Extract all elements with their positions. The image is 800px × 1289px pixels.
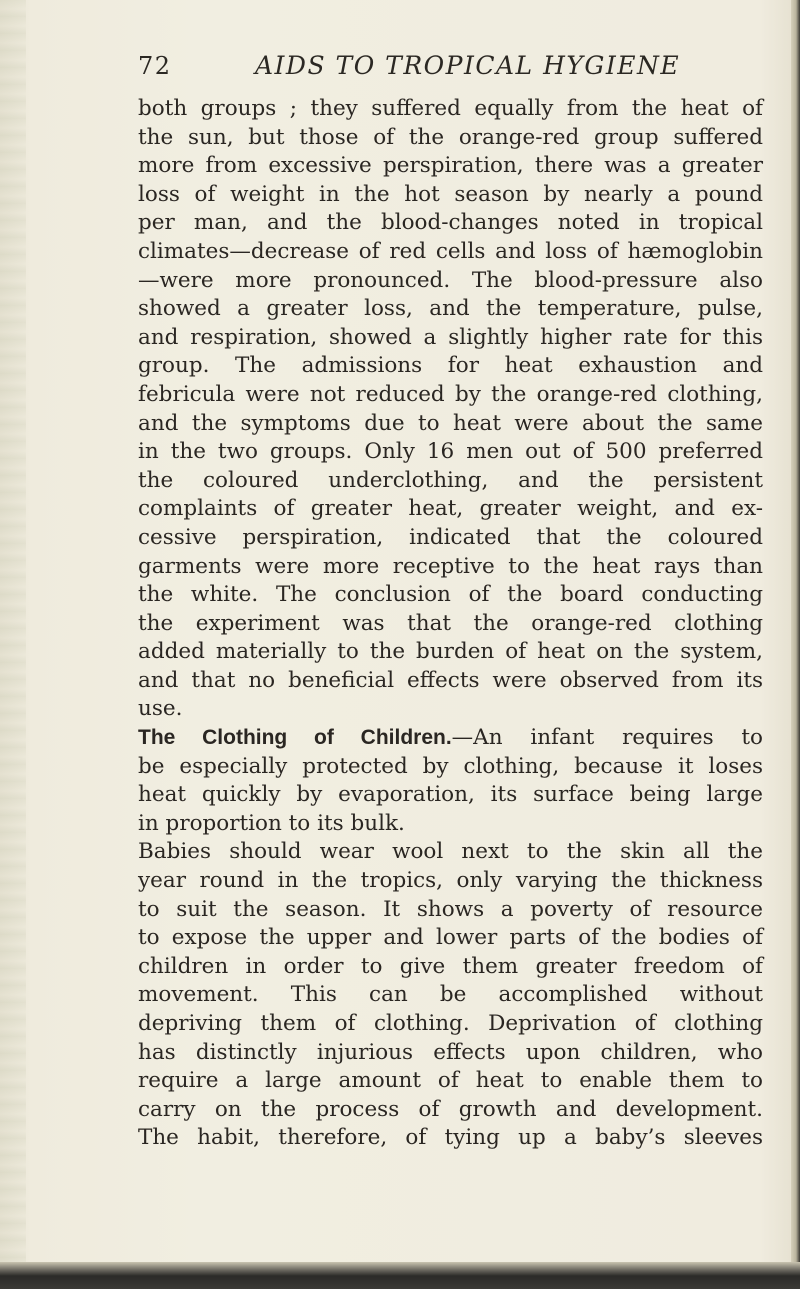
paragraph-1 [138, 95, 763, 724]
text-line: has distinctly injurious effects upon children, who [138, 1039, 763, 1065]
text-line: climates—decrease of red cells and loss of hæmoglobin [138, 238, 763, 264]
text-line: carry on the process of growth and development. [138, 1096, 763, 1122]
text-line: be especially protected by clothing, because it loses [138, 753, 763, 779]
text-line: complaints of greater heat, greater weight, and ex- [138, 496, 763, 522]
text-line: and respiration, showed a slightly higher rate for this [138, 324, 763, 350]
text-line: depriving them of clothing. Deprivation of clothing [138, 1011, 763, 1036]
running-title: AIDS TO TROPICAL HYGIENE [255, 51, 681, 80]
text-line: febricula were not reduced by the orange-red clothing, [138, 381, 763, 407]
text-line: added materially to the burden of heat on the system, [138, 639, 763, 665]
section-clothing-of-children [138, 724, 763, 838]
page-number: 72 [138, 52, 172, 80]
text-line: more from excessive perspiration, there was a greater [138, 153, 763, 179]
text-line: group. The admissions for heat exhaustion and [138, 353, 763, 379]
text-line: in proportion to its bulk. [138, 810, 405, 836]
page-header [138, 46, 768, 86]
text-line: the experiment was that the orange-red clothing [138, 610, 763, 636]
text-line: to expose the upper and lower parts of the bodies of [138, 925, 763, 951]
text-line: cessive perspiration, indicated that the coloured [138, 524, 763, 550]
text-line: year round in the tropics, only varying the thickness [138, 868, 763, 894]
text-line: per man, and the blood-changes noted in tropical [138, 210, 763, 236]
text-line: showed a greater loss, and the temperature, pulse, [138, 296, 763, 322]
body-text [138, 95, 763, 1153]
section-heading-rest: —An infant requires to [451, 725, 763, 751]
page-edge-right [791, 0, 800, 1289]
text-line: and that no beneficial effects were observed from its [138, 667, 763, 693]
text-line: Babies should wear wool next to the skin all the [138, 839, 763, 865]
text-line: children in order to give them greater freedom of [138, 953, 763, 979]
text-line: the white. The conclusion of the board conducting [138, 582, 763, 608]
text-line: and the symptoms due to heat were about the same [138, 410, 763, 436]
text-line: The habit, therefore, of tying up a baby’s sleeves [138, 1125, 763, 1151]
text-line: require a large amount of heat to enable them to [138, 1068, 763, 1094]
text-line: —were more pronounced. The blood-pressure also [138, 267, 763, 293]
text-line: to suit the season. It shows a poverty of resource [138, 896, 763, 922]
text-line: loss of weight in the hot season by nearly a pound [138, 181, 763, 207]
text-line: heat quickly by evaporation, its surface being large [138, 782, 763, 808]
page-gutter [0, 0, 26, 1289]
section-heading-line [138, 724, 763, 753]
text-line: garments were more receptive to the heat rays than [138, 553, 763, 579]
paragraph-2 [138, 838, 763, 1153]
section-heading: The Clothing of Children. [138, 726, 452, 750]
text-line: the sun, but those of the orange-red group suffered [138, 124, 763, 150]
text-line: the coloured underclothing, and the persistent [138, 467, 763, 493]
text-line: both groups ; they suffered equally from the heat of [138, 96, 763, 121]
page-edge-bottom [0, 1262, 800, 1289]
text-line: use. [138, 696, 183, 722]
text-line: in the two groups. Only 16 men out of 500 preferred [138, 439, 763, 465]
text-line: movement. This can be accomplished without [138, 982, 763, 1008]
